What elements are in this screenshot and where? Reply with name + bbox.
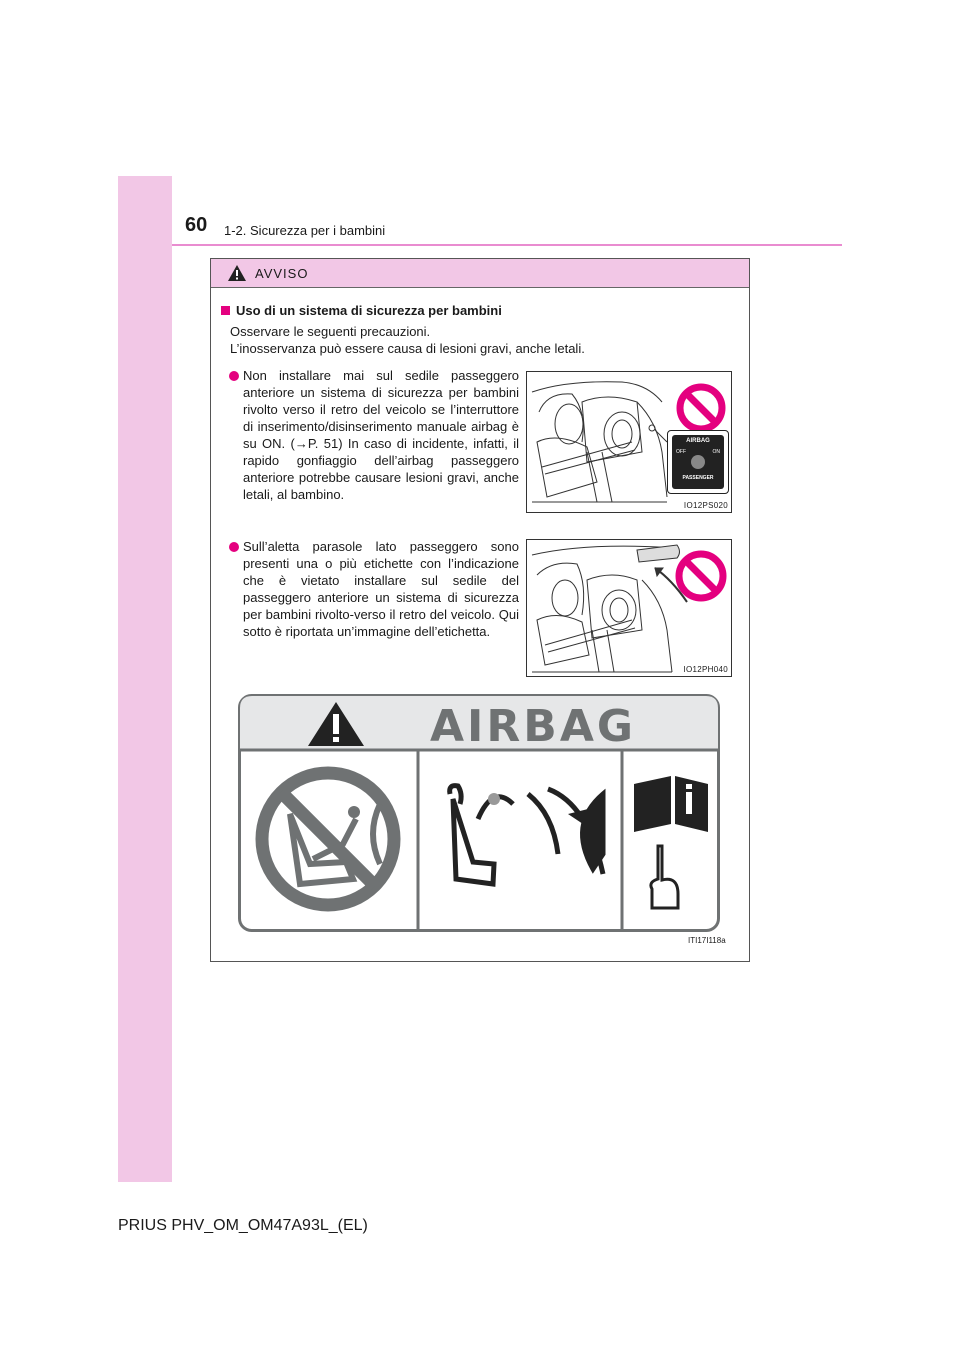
warning-title: AVVISO [255, 265, 309, 281]
warning-header [211, 259, 749, 288]
label-title: AIRBAG [429, 701, 637, 752]
footer-model-code: PRIUS PHV_OM_OM47A93L_(EL) [118, 1217, 368, 1234]
key-slot-icon [691, 455, 705, 469]
figure-code: IO12PH040 [683, 665, 728, 674]
intro-line: Osservare le seguenti precauzioni. [230, 324, 431, 339]
bullet-text: Sull’aletta parasole lato passeggero sono presenti una o più etichette con l’indicazione che è vietato installare sul sedile del passeggero anteriore un sistema di sicurezza per bambini rivolto-verso il retro del veicolo. Qui sotto è riportata un’immagine dell’etichetta. [243, 539, 519, 639]
bullet-item [229, 367, 519, 503]
switch-passenger-label: PASSENGER [682, 475, 714, 481]
intro [230, 323, 585, 357]
switch-panel-face [672, 435, 724, 489]
intro-line: L’inosservanza può essere causa di lesioni gravi, anche letali. [230, 341, 585, 356]
switch-on-label: ON [712, 449, 720, 455]
bullet-dot-icon [229, 371, 239, 381]
switch-off-label: OFF [676, 449, 686, 455]
subheading-text: Uso di un sistema di sicurezza per bambini [236, 303, 502, 318]
figure-airbag-switch [526, 371, 732, 513]
prohibition-icon [675, 382, 727, 434]
square-bullet-icon [221, 306, 230, 315]
airbag-warning-label [238, 694, 720, 932]
prohibition-icon [673, 548, 729, 604]
header-rule [172, 244, 842, 246]
airbag-switch-panel [667, 430, 729, 494]
bullet-dot-icon [229, 542, 239, 552]
bullet-text: Non installare mai sul sedile passeggero anteriore un sistema di sicurezza per bambini rivolto verso il retro del veicolo se l’interruttore di inserimento/disinserimento manuale airbag è su ON. (→P. 51) In caso di incidente, infatti, il rapido gonfiaggio dell’airbag passeggero anteriore potrebbe causare lesioni gravi, anche letali, al bambino. [243, 368, 519, 502]
side-band [118, 176, 172, 1182]
label-figure-code: ITI17I118a [688, 936, 726, 945]
page-number: 60 [185, 214, 208, 236]
bullet-item [229, 538, 519, 640]
subheading [221, 303, 502, 318]
switch-title: AIRBAG [686, 438, 710, 444]
section-title: 1-2. Sicurezza per i bambini [224, 223, 386, 238]
figure-sun-visor [526, 539, 732, 677]
warning-triangle-icon [227, 264, 247, 282]
figure-code: IO12PS020 [683, 501, 728, 510]
